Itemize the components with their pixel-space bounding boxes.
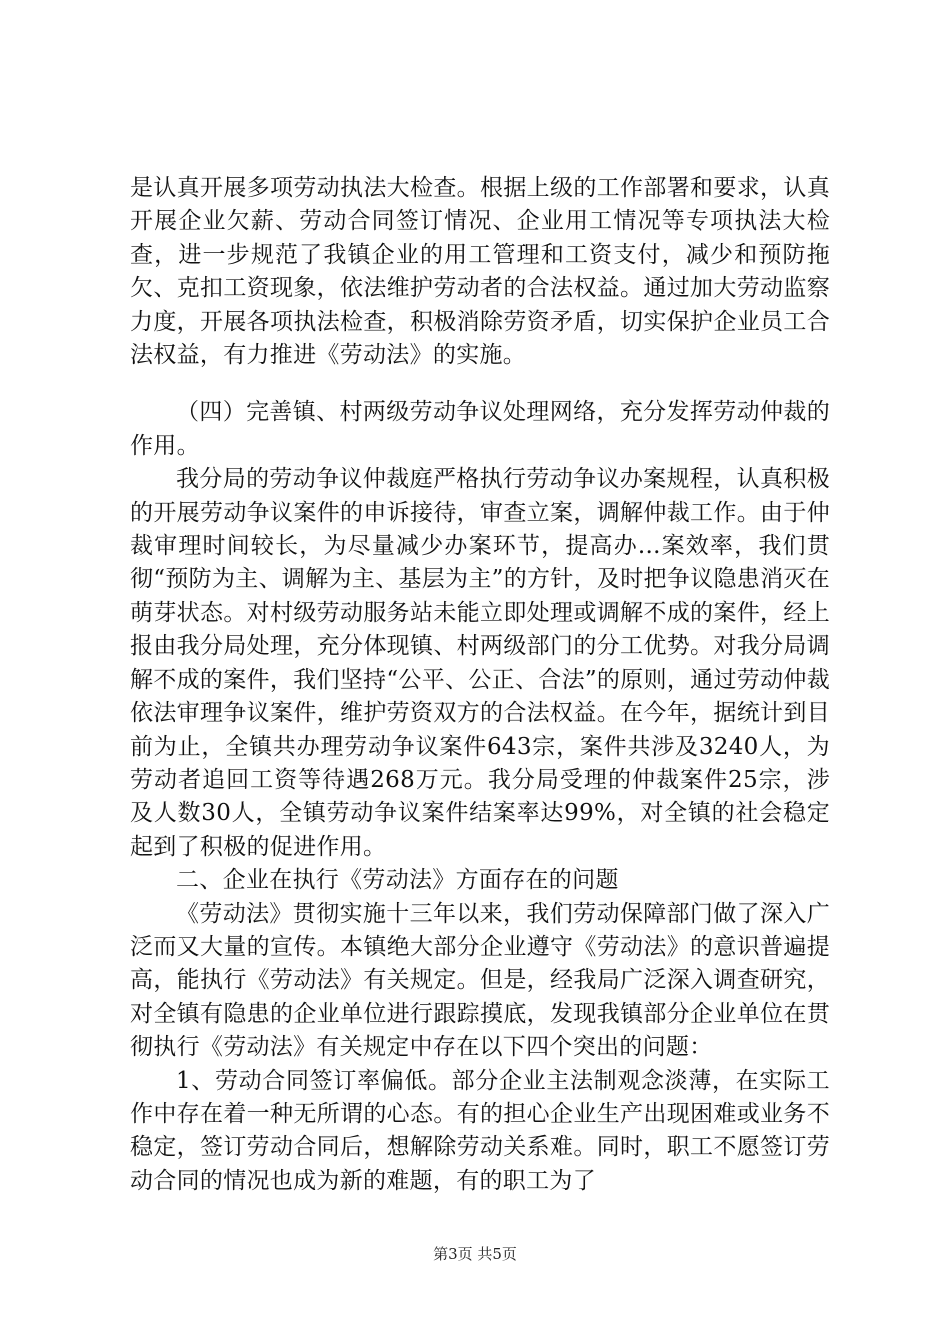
section-heading-four: （四）完善镇、村两级劳动争议处理网络，充分发挥劳动仲裁的作用。 [130, 399, 830, 459]
paragraph-labor-inspection: 是认真开展多项劳动执法大检查。根据上级的工作部署和要求，认真开展企业欠薪、劳动合同签订情况、企业用工情况等专项执法大检查，进一步规范了我镇企业的用工管理和工资支付，减少和预防拖欠、克扣工资现象，依法维护劳动者的合法权益。通过加大劳动监察力度，开展各项执法检查，积极消除劳资矛盾，切实保护企业员工合法权益，有力推进《劳动法》的实施。 [130, 175, 830, 369]
document-body [130, 172, 830, 1198]
paragraph-labor-law: 《劳动法》贯彻实施十三年以来，我们劳动保障部门做了深入广泛而又大量的宣传。本镇绝大部分企业遵守《劳动法》的意识普遍提高，能执行《劳动法》有关规定。但是，经我局广泛深入调查研究，对全镇有隐患的企业单位进行跟踪摸底，发现我镇部分企业单位在贯彻执行《劳动法》有关规定中存在以下四个突出的问题： [130, 900, 830, 1061]
paragraph-gap [130, 372, 830, 396]
paragraph-arbitration: 我分局的劳动争议仲裁庭严格执行劳动争议办案规程，认真积极的开展劳动争议案件的申诉接待，审查立案，调解仲裁工作。由于仲裁审理时间较长，为尽量减少办案环节，提高办...案效率，我们贯彻“预防为主、调解为主、基层为主”的方针，及时把争议隐患消灭在萌芽状态。对村级劳动服务站未能立即处理或调解不成的案件，经上报由我分局处理，充分体现镇、村两级部门的分工优势。对我分局调解不成的案件，我们坚持“公平、公正、合法”的原则，通过劳动仲裁依法审理争议案件，维护劳资双方的合法权益。在今年，据统计到目前为止，全镇共办理劳动争议案件643宗，案件共涉及3240人，为劳动者追回工资等待遇268万元。我分局受理的仲裁案件25宗，涉及人数30人，全镇劳动争议案件结案率达99%，对全镇的社会稳定起到了积极的促进作用。 [130, 466, 830, 860]
section-heading-two: 二、企业在执行《劳动法》方面存在的问题 [176, 867, 619, 894]
paragraph-contract-rate: 1、劳动合同签订率偏低。部分企业主法制观念淡薄，在实际工作中存在着一种无所谓的心态。有的担心企业生产出现困难或业务不稳定，签订劳动合同后，想解除劳动关系难。同时，职工不愿签订劳动合同的情况也成为新的难题，有的职工为了 [130, 1067, 830, 1194]
page-footer: 第3页 共5页 [433, 1245, 517, 1263]
